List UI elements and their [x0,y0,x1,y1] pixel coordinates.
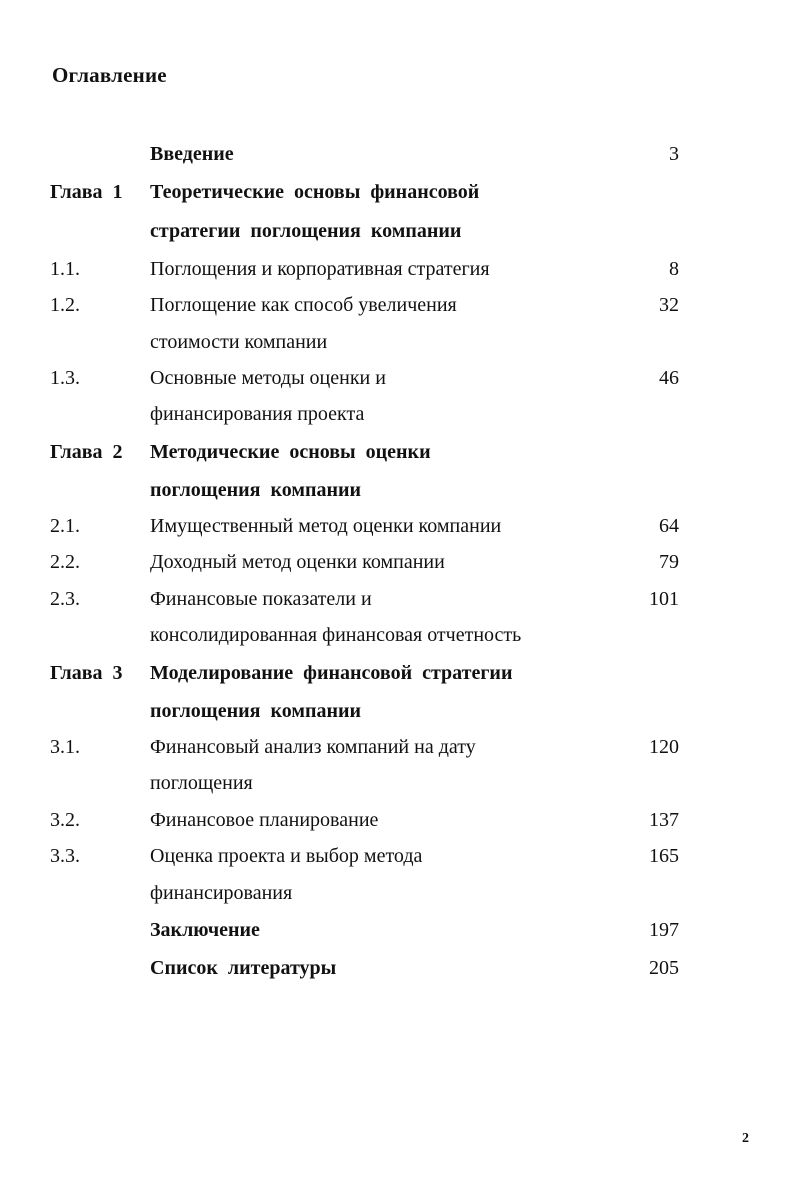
toc-entry-line [0,511,793,541]
toc-entry-title: Оценка проекта и выбор метода [150,845,423,867]
toc-entry-page: 120 [649,736,679,758]
toc-entry-title: Введение [150,143,234,165]
toc-entry-line [0,363,793,393]
toc-entry-line [0,805,793,835]
toc-entry-page: 165 [649,845,679,867]
toc-entry-number: 1.2. [50,294,80,316]
toc-entry-number: 2.1. [50,515,80,537]
toc-entry-title: стоимости компании [150,331,328,353]
toc-entry-title: Моделирование финансовой стратегии [150,662,513,684]
toc-entry-line [0,696,793,726]
toc-entry-page: 8 [669,258,679,280]
toc-entry-number: 3.2. [50,809,80,831]
toc-entry-page: 101 [649,588,679,610]
page-title: Оглавление [52,63,167,87]
toc-entry-page: 137 [649,809,679,831]
toc-entry-line [0,953,793,983]
toc-entry-title: поглощения компании [150,700,362,722]
toc-entry-number: 3.3. [50,845,80,867]
page-number: 2 [742,1131,749,1146]
toc-entry-line [0,620,793,650]
toc-entry-title: Финансовое планирование [150,809,379,831]
toc-entry-line [0,547,793,577]
toc-entry-line [0,878,793,908]
toc-entry-title: поглощения [150,772,253,794]
toc-entry-page: 64 [659,515,679,537]
toc-entry-line [0,475,793,505]
toc-entry-title: консолидированная финансовая отчетность [150,624,522,646]
toc-entry-line [0,177,793,207]
toc-entry-line [0,658,793,688]
toc-entry-line [0,732,793,762]
toc-entry-title: стратегии поглощения компании [150,220,462,242]
toc-entry-page: 32 [659,294,679,316]
toc-entry-line [0,841,793,871]
toc-entry-title: Финансовый анализ компаний на дату [150,736,476,758]
toc-entry-title: Поглощения и корпоративная стратегия [150,258,490,280]
toc-entry-title: Поглощение как способ увеличения [150,294,457,316]
toc-entry-line [0,437,793,467]
toc-entry-line [0,327,793,357]
toc-entry-title: Доходный метод оценки компании [150,551,445,573]
toc-entry-title: Имущественный метод оценки компании [150,515,502,537]
toc-entry-line [0,139,793,169]
toc-entry-title: Финансовые показатели и [150,588,372,610]
toc-entry-page: 3 [669,143,679,165]
toc-entry-line [0,915,793,945]
toc-entry-line [0,254,793,284]
toc-entry-line [0,290,793,320]
toc-entry-line [0,399,793,429]
toc-entry-page: 79 [659,551,679,573]
toc-entry-page: 46 [659,367,679,389]
toc-entry-number: 2.3. [50,588,80,610]
toc-entry-number: Глава 2 [50,441,123,463]
toc-entry-number: 3.1. [50,736,80,758]
toc-entry-title: Методические основы оценки [150,441,431,463]
toc-entry-title: финансирования проекта [150,403,365,425]
toc-entry-number: 2.2. [50,551,80,573]
toc-entry-title: Список литературы [150,957,337,979]
toc-entry-page: 205 [649,957,679,979]
toc-entry-number: Глава 1 [50,181,123,203]
toc-entry-page: 197 [649,919,679,941]
toc-entry-title: финансирования [150,882,293,904]
toc-entry-number: 1.3. [50,367,80,389]
toc-entry-title: Основные методы оценки и [150,367,386,389]
toc-entry-title: Теоретические основы финансовой [150,181,480,203]
toc-entry-line [0,584,793,614]
toc-entry-line [0,216,793,246]
toc-entry-title: поглощения компании [150,479,362,501]
toc-entry-number: 1.1. [50,258,80,280]
toc-entry-line [0,768,793,798]
toc-entry-title: Заключение [150,919,260,941]
toc-entry-number: Глава 3 [50,662,123,684]
